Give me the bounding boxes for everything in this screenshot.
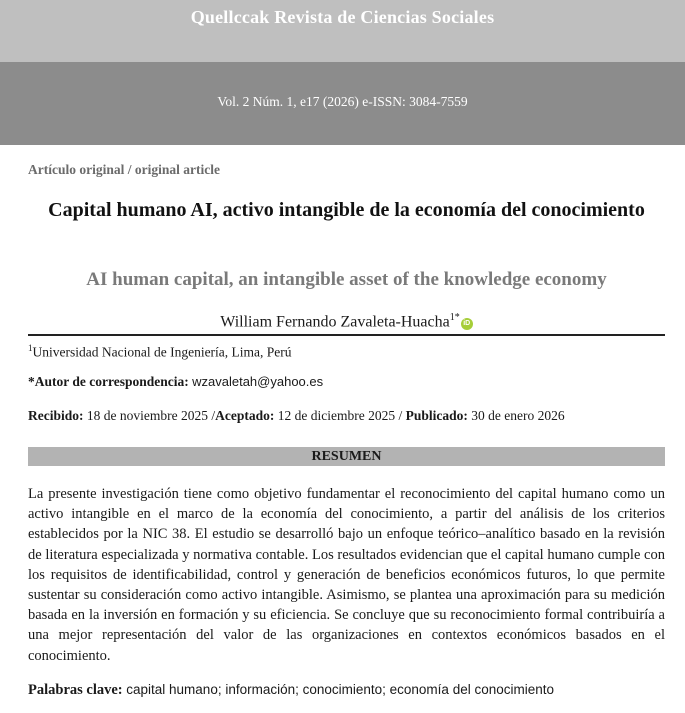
- affiliation-text: Universidad Nacional de Ingeniería, Lima, Perú: [32, 344, 292, 360]
- journal-header-band: [0, 0, 685, 62]
- affiliation: [28, 343, 292, 361]
- volume-info: Vol. 2 Núm. 1, e17 (2026) e-ISSN: 3084-7559: [217, 94, 468, 109]
- received-label: Recibido:: [28, 408, 84, 423]
- received-date: 18 de noviembre 2025: [86, 408, 208, 423]
- article-dates: Recibido: 18 de noviembre 2025 /Aceptado: 12 de diciembre 2025 / Publicado: 30 de enero 2026: [28, 408, 565, 423]
- author-line: [28, 312, 665, 336]
- article-title-spanish: Capital humano AI, activo intangible de la economía del conocimiento: [48, 199, 645, 221]
- abstract-text: La presente investigación tiene como objetivo fundamentar el reconocimiento del capital humano como un activo intangible en el marco de la economía del conocimiento, a partir del análisis de los criterios establecidos por la NIC 38. El estudio se desarrolló bajo un enfoque teórico–analítico basado en la revisión de literatura especializada y normativa contable. Los resultados evidencian que el capital humano cumple con los requisitos de identificabilidad, control y generación de beneficios económicos futuros, lo que permite sustentar su consideración como activo intangible. Asimismo, se plantea una aproximación para su medición basada en la inversión en formación y su eficiencia. Se concluye que su reconocimiento formal contribuiría a una mejor representación del valor de las organizaciones en contextos económicos basados en el conocimiento.: [28, 486, 665, 664]
- article-title-english: AI human capital, an intangible asset of the knowledge economy: [86, 269, 607, 290]
- accepted-date: 12 de diciembre 2025: [277, 408, 396, 423]
- article-type: Artículo original / original article: [28, 162, 220, 177]
- keywords-values: capital humano; información; conocimiento; economía del conocimiento: [126, 682, 555, 697]
- journal-title: Quellccak Revista de Ciencias Sociales: [190, 7, 495, 27]
- correspondence-label: *Autor de correspondencia:: [28, 374, 189, 389]
- published-date: 30 de enero 2026: [471, 408, 565, 423]
- author-name: William Fernando Zavaleta-Huacha: [220, 313, 450, 331]
- correspondence: [28, 374, 323, 390]
- correspondence-email[interactable]: wzavaletah@yahoo.es: [192, 374, 324, 389]
- volume-info-band: [0, 62, 685, 145]
- affiliation-superscript: 1: [28, 343, 33, 353]
- abstract-heading: RESUMEN: [28, 447, 665, 466]
- author-superscript: 1*: [449, 312, 460, 323]
- accepted-label: Aceptado:: [215, 408, 275, 423]
- keywords: [28, 682, 554, 699]
- orcid-icon[interactable]: iD: [461, 318, 473, 330]
- keywords-label: Palabras clave:: [28, 682, 123, 698]
- published-label: Publicado:: [405, 408, 468, 423]
